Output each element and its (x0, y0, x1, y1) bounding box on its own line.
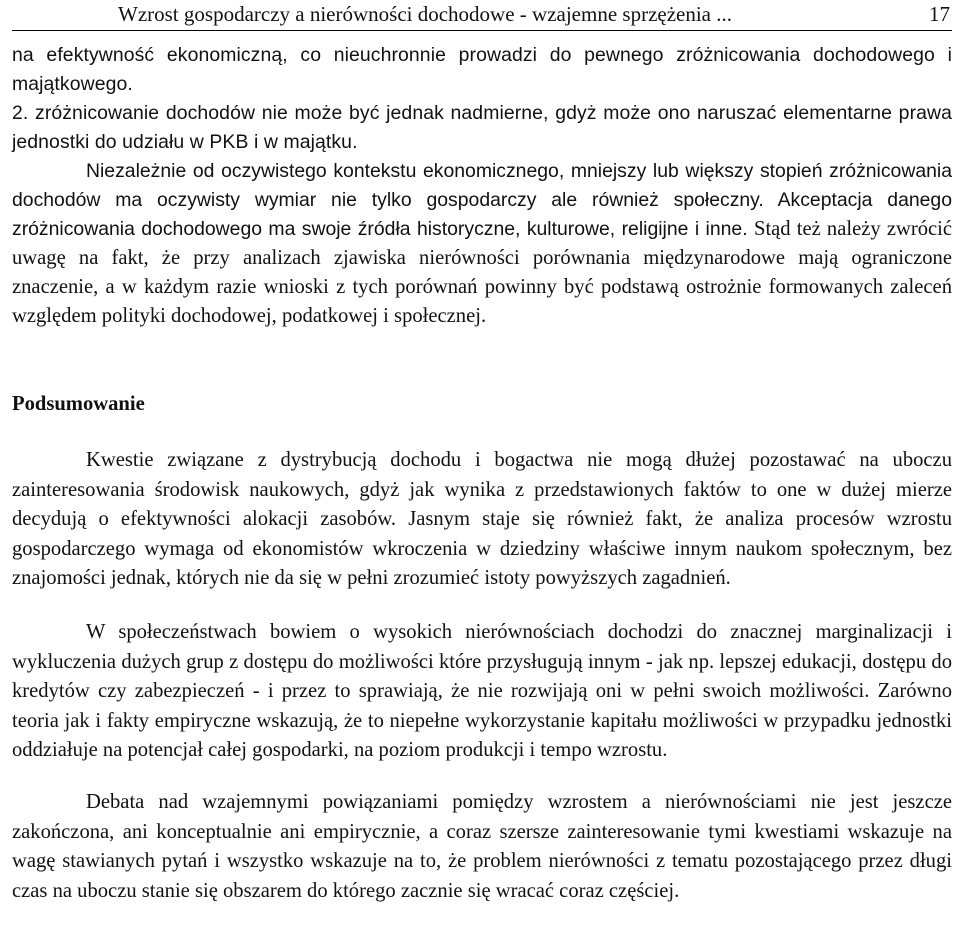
paragraph-context-serif: Stąd też należy zwrócić uwagę na fakt, że przy analizach zjawiska nierówności porównania międzynarodowe mają ograniczone znaczenie, a w każdym razie wnioski z tych porównań powinny być podstawą ostrożnie formowanych zaleceń względem polityki dochodowej, podatkowej i społecznej. (12, 218, 952, 327)
summary-paragraph-1: Kwestie związane z dystrybucją dochodu i bogactwa nie mogą dłużej pozostawać na uboczu zainteresowania środowisk naukowych, gdyż jak wynika z przedstawionych faktów to one w dużej mierze decydują o efektywności alokacji zasobów. Jasnym staje się również fakt, że analiza procesów wzrostu gospodarczego wymaga od ekonomistów wkroczenia w dziedziny właściwe innym naukom społecznym, bez znajomości jednak, których nie da się w pełni zrozumieć istoty powyższych zagadnień. (12, 449, 952, 590)
running-title: Wzrost gospodarczy a nierówności dochodowe - wzajemne sprzężenia ... (118, 2, 733, 26)
paragraph-point-2: 2. zróżnicowanie dochodów nie może być jednak nadmierne, gdyż może ono naruszać elementarne prawa jednostki do udziału w PKB i w majątku. (12, 102, 952, 153)
paragraph-continuation: na efektywność ekonomiczną, co nieuchronnie prowadzi do pewnego zróżnicowania dochodowego i majątkowego. (12, 44, 952, 95)
paragraph-context-sans: Niezależnie od oczywistego kontekstu ekonomicznego, mniejszy lub większy stopień zróżnicowania dochodów ma oczywisty wymiar nie tylko gospodarczy ale również społeczny. Akceptacja danego zróżnicowania dochodowego ma swoje źródła historyczne, kulturowe, religijne i inne. (12, 160, 952, 240)
paragraph-context (12, 157, 952, 331)
summary-paragraph-3: Debata nad wzajemnymi powiązaniami pomiędzy wzrostem a nierównościami nie jest jeszcze zakończona, ani konceptualnie ani empirycznie, a coraz szersze zainteresowanie tymi kwestiami wskazuje na wagę stawianych pytań i wszystko wskazuje na to, że problem nierówności z tematu pozostającego przez długi czas na uboczu stanie się obszarem do którego zacznie się wracać coraz częściej. (12, 791, 952, 902)
running-header (12, 0, 952, 31)
page-number: 17 (929, 2, 950, 26)
section-heading: Podsumowanie (12, 393, 145, 415)
summary-paragraph-2: W społeczeństwach bowiem o wysokich nierównościach dochodzi do znacznej marginalizacji i wykluczenia dużych grup z dostępu do możliwości które przysługują innym - jak np. lepszej edukacji, dostępu do kredytów czy zabezpieczeń - i przez to sprawiają, że nie rozwijają oni w pełni swoich możliwości. Zarówno teoria jak i fakty empiryczne wskazują, że to niepełne wykorzystanie kapitału możliwości w przypadku jednostki oddziałuje na potencjał całej gospodarki, na poziom produkcji i tempo wzrostu. (12, 621, 952, 762)
